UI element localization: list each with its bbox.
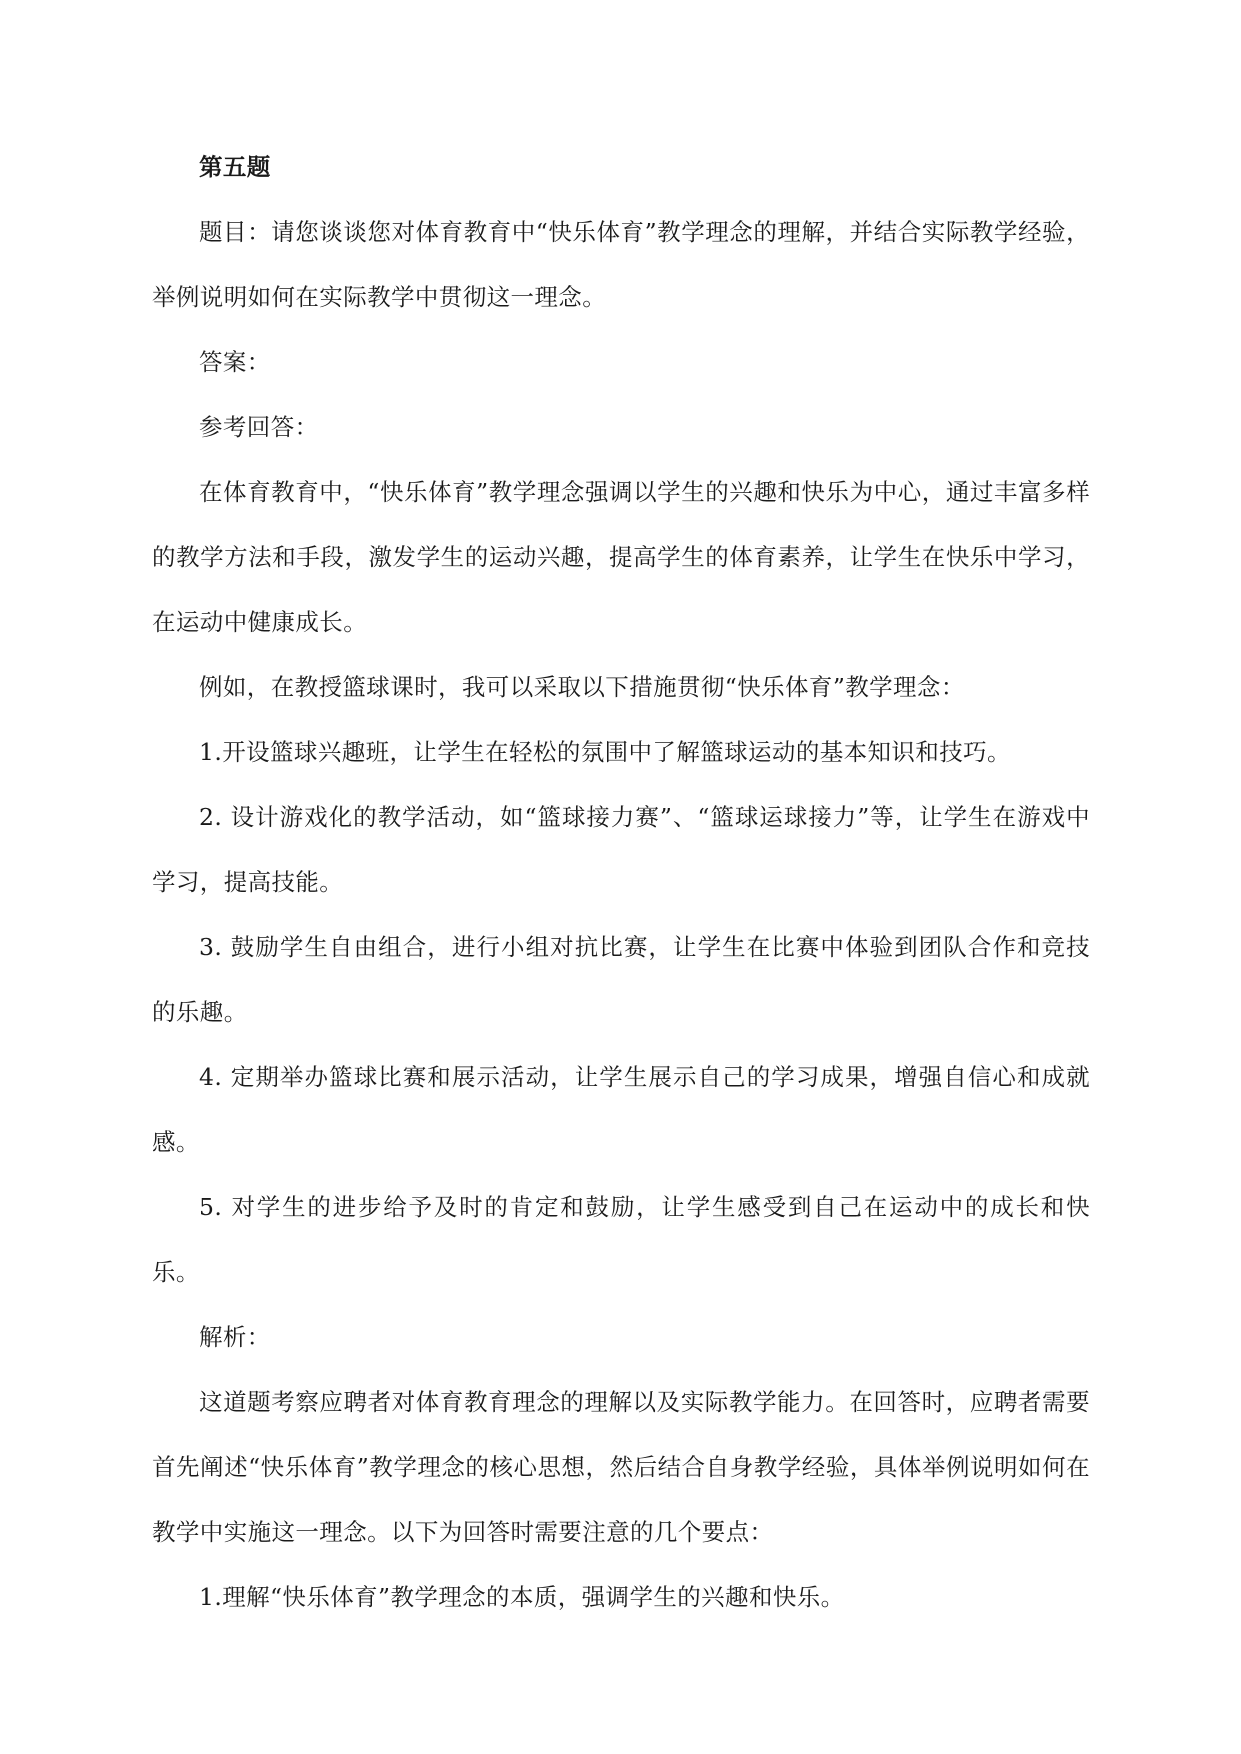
measure-item-5: 5. 对学生的进步给予及时的肯定和鼓励，让学生感受到自己在运动中的成长和快乐。 — [152, 1193, 1090, 1286]
question-text: 题目：请您谈谈您对体育教育中“快乐体育”教学理念的理解，并结合实际教学经验，举例说明如何在实际教学中贯彻这一理念。 — [152, 218, 1090, 311]
measure-item-4: 4. 定期举办篮球比赛和展示活动，让学生展示自己的学习成果，增强自信心和成就感。 — [152, 1063, 1090, 1156]
answer-label: 答案： — [199, 348, 271, 376]
measure-item-1: 1.开设篮球兴趣班，让学生在轻松的氛围中了解篮球运动的基本知识和技巧。 — [199, 738, 1011, 766]
document-page — [152, 135, 1090, 1630]
analysis-body: 这道题考察应聘者对体育教育理念的理解以及实际教学能力。在回答时，应聘者需要首先阐述“快乐体育”教学理念的核心思想，然后结合自身教学经验，具体举例说明如何在教学中实施这一理念。以下为回答时需要注意的几个要点： — [152, 1388, 1090, 1546]
reference-label: 参考回答： — [199, 413, 319, 441]
section-heading: 第五题 — [199, 153, 271, 181]
analysis-label: 解析： — [199, 1323, 271, 1351]
measure-item-2: 2. 设计游戏化的教学活动，如“篮球接力赛”、“篮球运球接力”等，让学生在游戏中学习，提高技能。 — [152, 803, 1090, 896]
reference-body: 在体育教育中，“快乐体育”教学理念强调以学生的兴趣和快乐为中心，通过丰富多样的教学方法和手段，激发学生的运动兴趣，提高学生的体育素养，让学生在快乐中学习，在运动中健康成长。 — [152, 478, 1090, 636]
point-item-1: 1.理解“快乐体育”教学理念的本质，强调学生的兴趣和快乐。 — [199, 1583, 845, 1611]
example-intro: 例如，在教授篮球课时，我可以采取以下措施贯彻“快乐体育”教学理念： — [199, 673, 965, 701]
measure-item-3: 3. 鼓励学生自由组合，进行小组对抗比赛，让学生在比赛中体验到团队合作和竞技的乐趣。 — [152, 933, 1090, 1026]
